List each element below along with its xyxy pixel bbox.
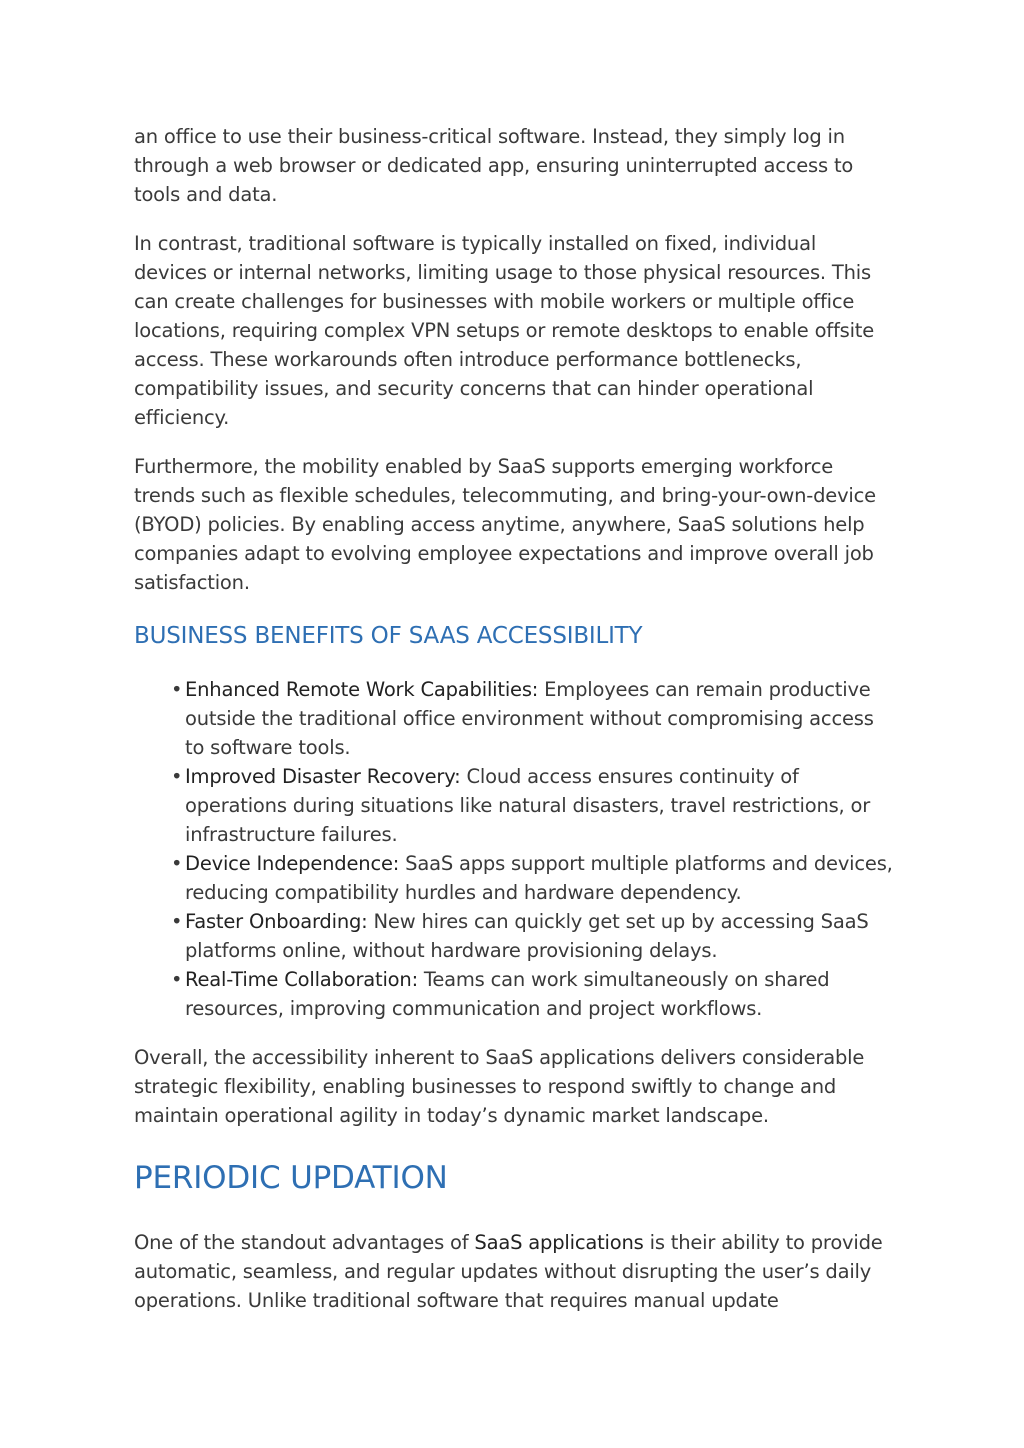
benefit-term: Device Independence: (185, 852, 400, 875)
benefit-description: Cloud access ensures continuity of operations during situations like natural disasters, travel restrictions, or infrastructure failures. (185, 765, 871, 846)
benefit-term: Enhanced Remote Work Capabilities: (185, 678, 539, 701)
section-heading-periodic-updation: PERIODIC UPDATION (134, 1160, 448, 1196)
list-item (134, 907, 894, 965)
paragraph-overall: Overall, the accessibility inherent to SaaS applications delivers considerable strategic flexibility, enabling businesses to respond swiftly to change and maintain operational agility in today’s dynamic market landscape. (134, 1046, 865, 1127)
lead-text-end: is their ability to provide automatic, seamless, and regular updates without disrupting the user’s daily operations. Unlike traditional software that requires manual update (134, 1231, 883, 1312)
benefit-term: Improved Disaster Recovery: (185, 765, 461, 788)
benefit-description: SaaS apps support multiple platforms and devices, reducing compatibility hurdles and hardware dependency. (185, 852, 893, 904)
lead-text-start: One of the standout advantages of (134, 1231, 475, 1254)
list-item (134, 675, 894, 762)
bullet-icon: • (171, 910, 183, 933)
paragraph-intro-continuation: an office to use their business-critical software. Instead, they simply log in through a web browser or dedicated app, ensuring uninterrupted access to tools and data. (134, 125, 854, 206)
paragraph-traditional-contrast: In contrast, traditional software is typically installed on fixed, individual devices or internal networks, limiting usage to those physical resources. This can create challenges for businesses with mobile workers or multiple office locations, requiring complex VPN setups or remote desktops to enable offsite access. These workarounds often introduce performance bottlenecks, compatibility issues, and security concerns that can hinder operational efficiency. (134, 232, 875, 429)
list-item (134, 849, 894, 907)
benefit-term: Real-Time Collaboration: (185, 968, 418, 991)
benefit-description: Teams can work simultaneously on shared resources, improving communication and project workflows. (185, 968, 830, 1020)
bullet-icon: • (171, 852, 183, 875)
benefit-term: Faster Onboarding: (185, 910, 368, 933)
document-page (134, 122, 894, 1335)
bullet-icon: • (171, 765, 183, 788)
benefits-list (134, 675, 894, 1023)
benefits-heading: BUSINESS BENEFITS OF SAAS ACCESSIBILITY (134, 623, 643, 649)
list-item (134, 762, 894, 849)
list-item (134, 965, 894, 1023)
benefit-description: Employees can remain productive outside the traditional office environment without compromising access to software tools. (185, 678, 874, 759)
bullet-icon: • (171, 968, 183, 991)
paragraph-mobility: Furthermore, the mobility enabled by SaaS supports emerging workforce trends such as flexible schedules, telecommuting, and bring-your-own-device (BYOD) policies. By enabling access anytime, anywhere, SaaS solutions help companies adapt to evolving employee expectations and improve overall job satisfaction. (134, 455, 876, 594)
benefit-description: New hires can quickly get set up by accessing SaaS platforms online, without hardware provisioning delays. (185, 910, 869, 962)
saas-applications-term: SaaS applications (474, 1231, 644, 1254)
paragraph-periodic-lead (134, 1228, 894, 1315)
bullet-icon: • (171, 678, 183, 701)
